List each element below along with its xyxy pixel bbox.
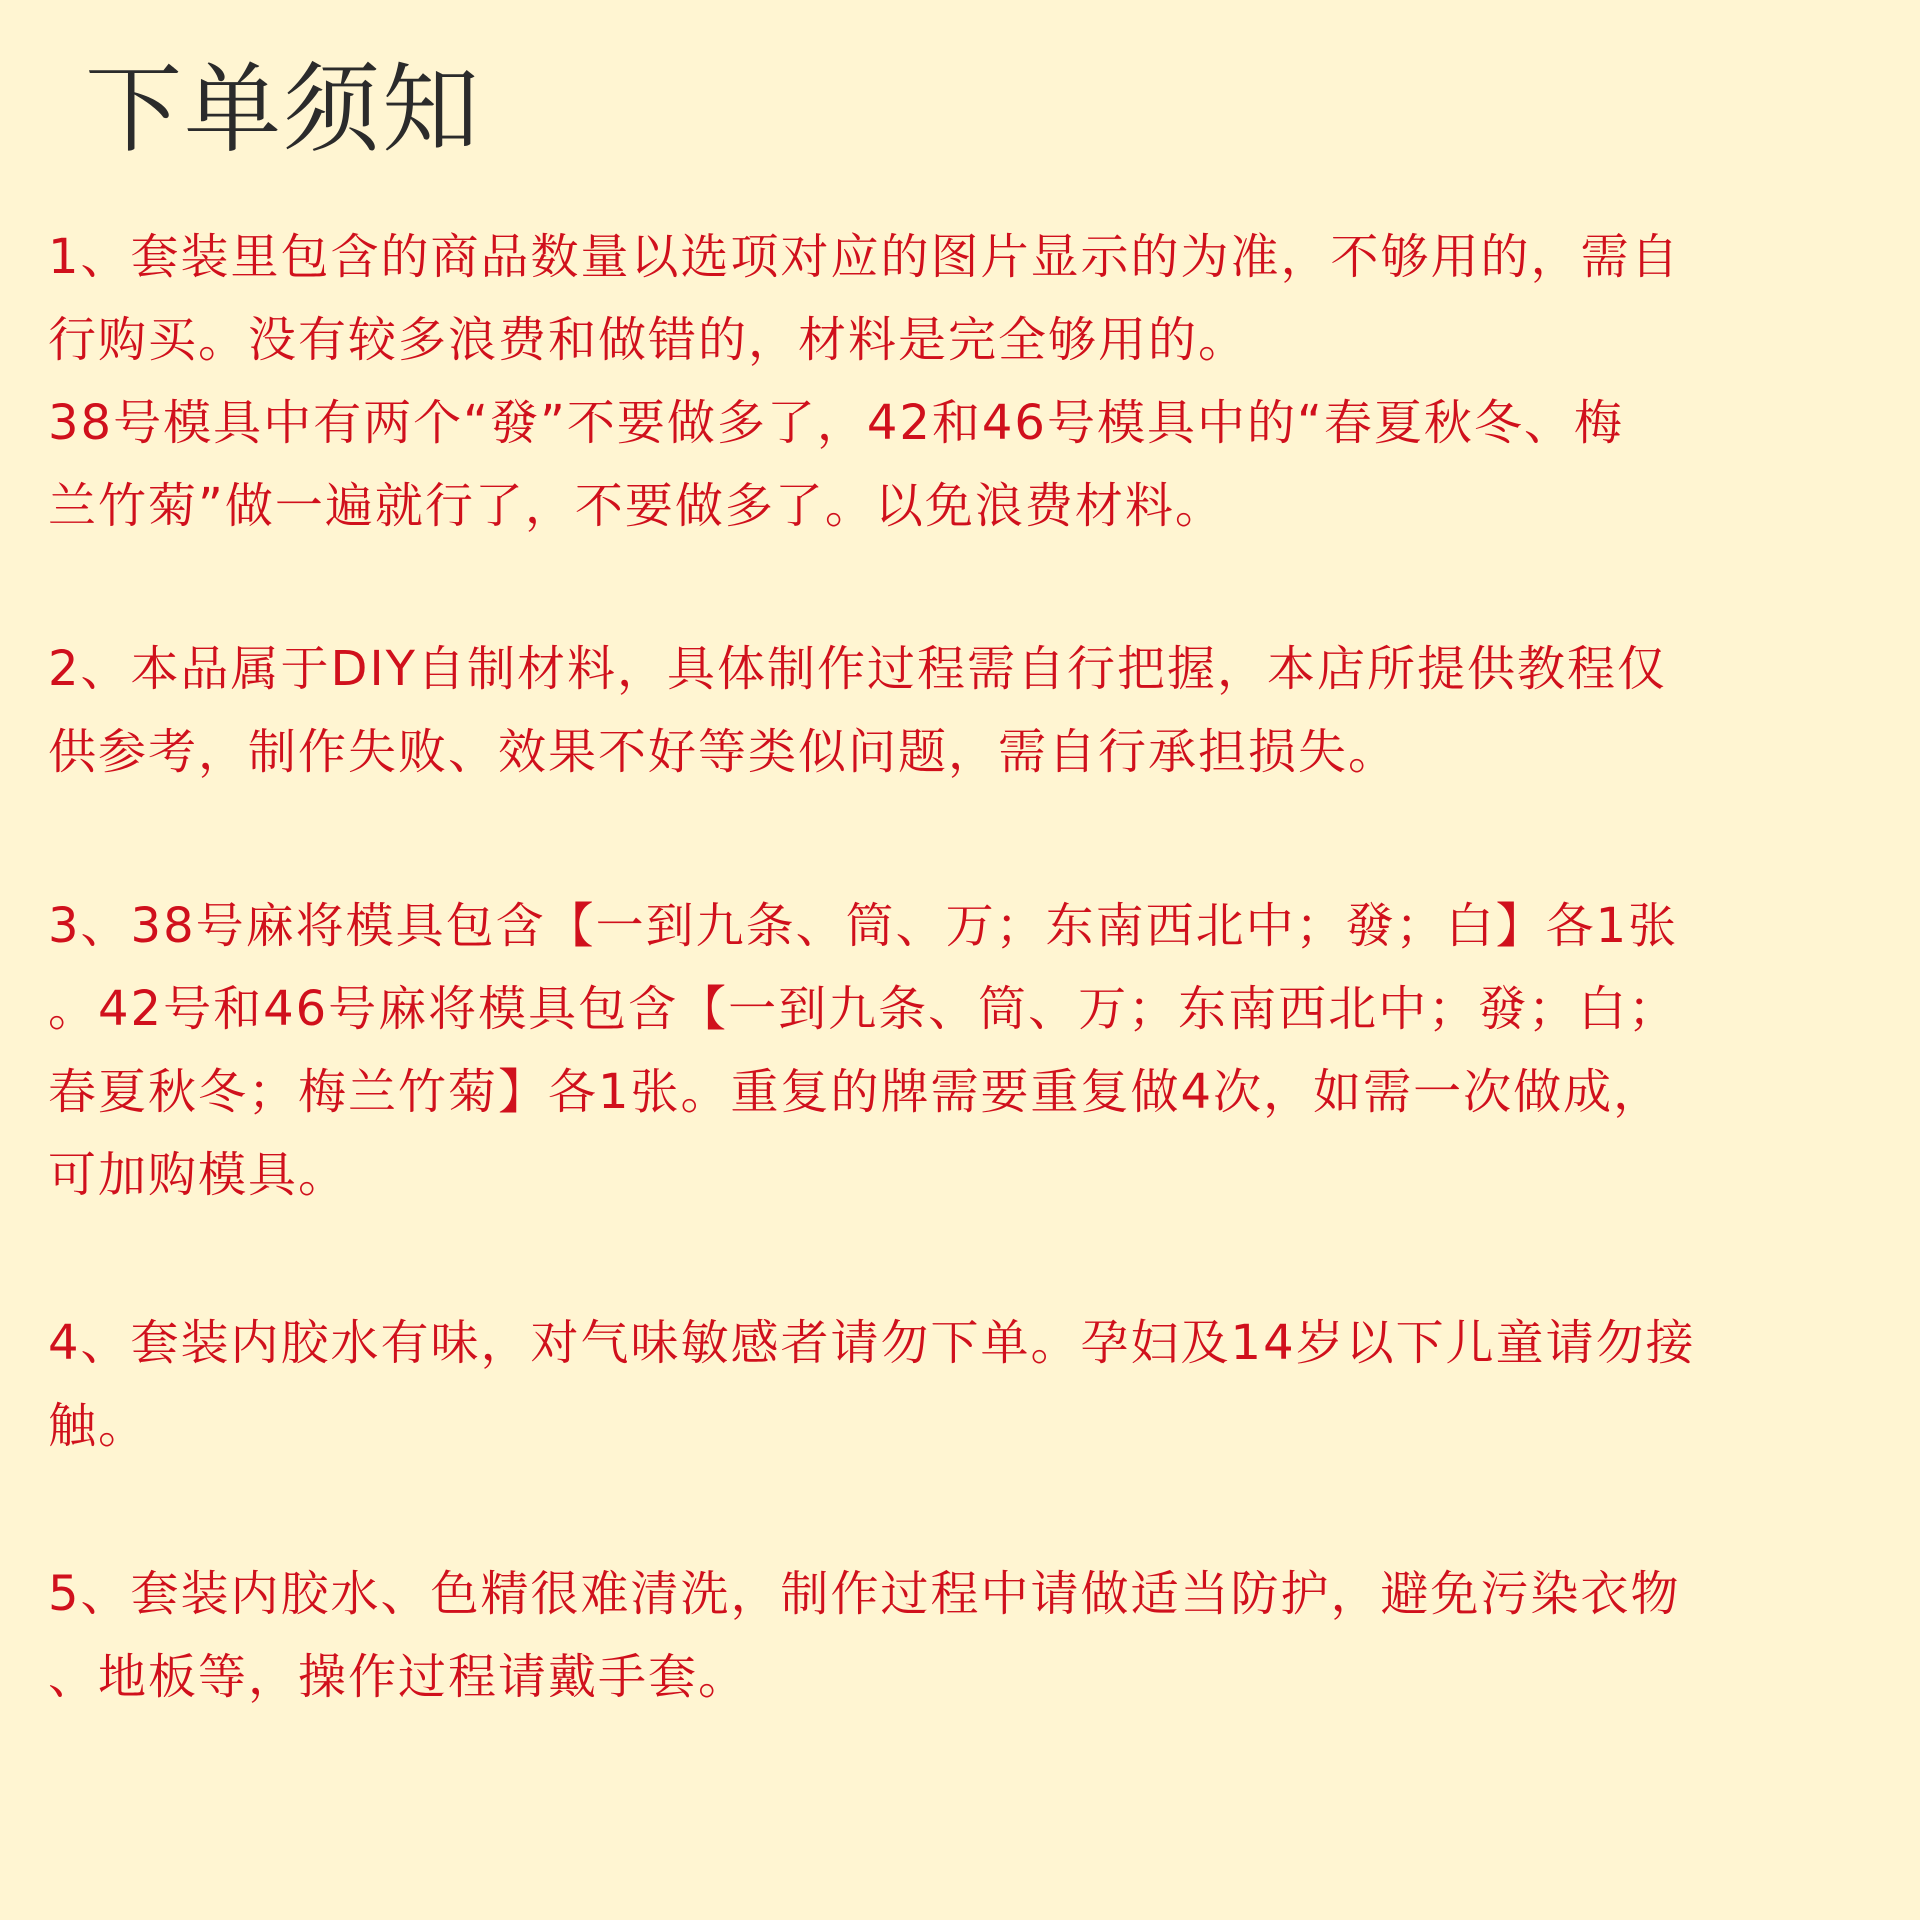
notice-1-line-2: 行购买。没有较多浪费和做错的，材料是完全够用的。 <box>48 312 1249 368</box>
notice-1-line-1: 1、套装里包含的商品数量以选项对应的图片显示的为准，不够用的，需自 <box>48 229 1681 285</box>
notice-1-line-3: 38号模具中有两个“發”不要做多了，42和46号模具中的“春夏秋冬、梅 <box>48 395 1624 451</box>
notice-item-5 <box>48 1553 1878 1719</box>
notice-3-line-4: 可加购模具。 <box>48 1147 349 1203</box>
notice-2-line-2: 供参考，制作失败、效果不好等类似问题，需自行承担损失。 <box>48 724 1399 780</box>
notice-item-1 <box>48 216 1878 548</box>
notice-3-line-3: 春夏秋冬；梅兰竹菊】各1张。重复的牌需要重复做4次，如需一次做成， <box>48 1064 1664 1120</box>
notice-item-4 <box>48 1302 1878 1468</box>
notice-item-2 <box>48 628 1878 794</box>
notice-2-line-1: 2、本品属于DIY自制材料，具体制作过程需自行把握，本店所提供教程仅 <box>48 641 1667 697</box>
notice-4-line-1: 4、套装内胶水有味，对气味敏感者请勿下单。孕妇及14岁以下儿童请勿接 <box>48 1315 1696 1371</box>
notice-5-line-2: 、地板等，操作过程请戴手套。 <box>48 1649 749 1705</box>
notice-5-line-1: 5、套装内胶水、色精很难清洗，制作过程中请做适当防护，避免污染衣物 <box>48 1566 1681 1622</box>
notice-3-line-1: 3、38号麻将模具包含【一到九条、筒、万；东南西北中；發；白】各1张 <box>48 898 1679 954</box>
notice-item-3 <box>48 885 1878 1217</box>
notice-4-line-2: 触。 <box>48 1398 149 1454</box>
notice-1-line-4: 兰竹菊”做一遍就行了，不要做多了。以免浪费材料。 <box>48 478 1225 534</box>
page-title: 下单须知 <box>85 53 481 166</box>
notice-3-line-2: 。42号和46号麻将模具包含【一到九条、筒、万；东南西北中；發；白； <box>48 981 1679 1037</box>
